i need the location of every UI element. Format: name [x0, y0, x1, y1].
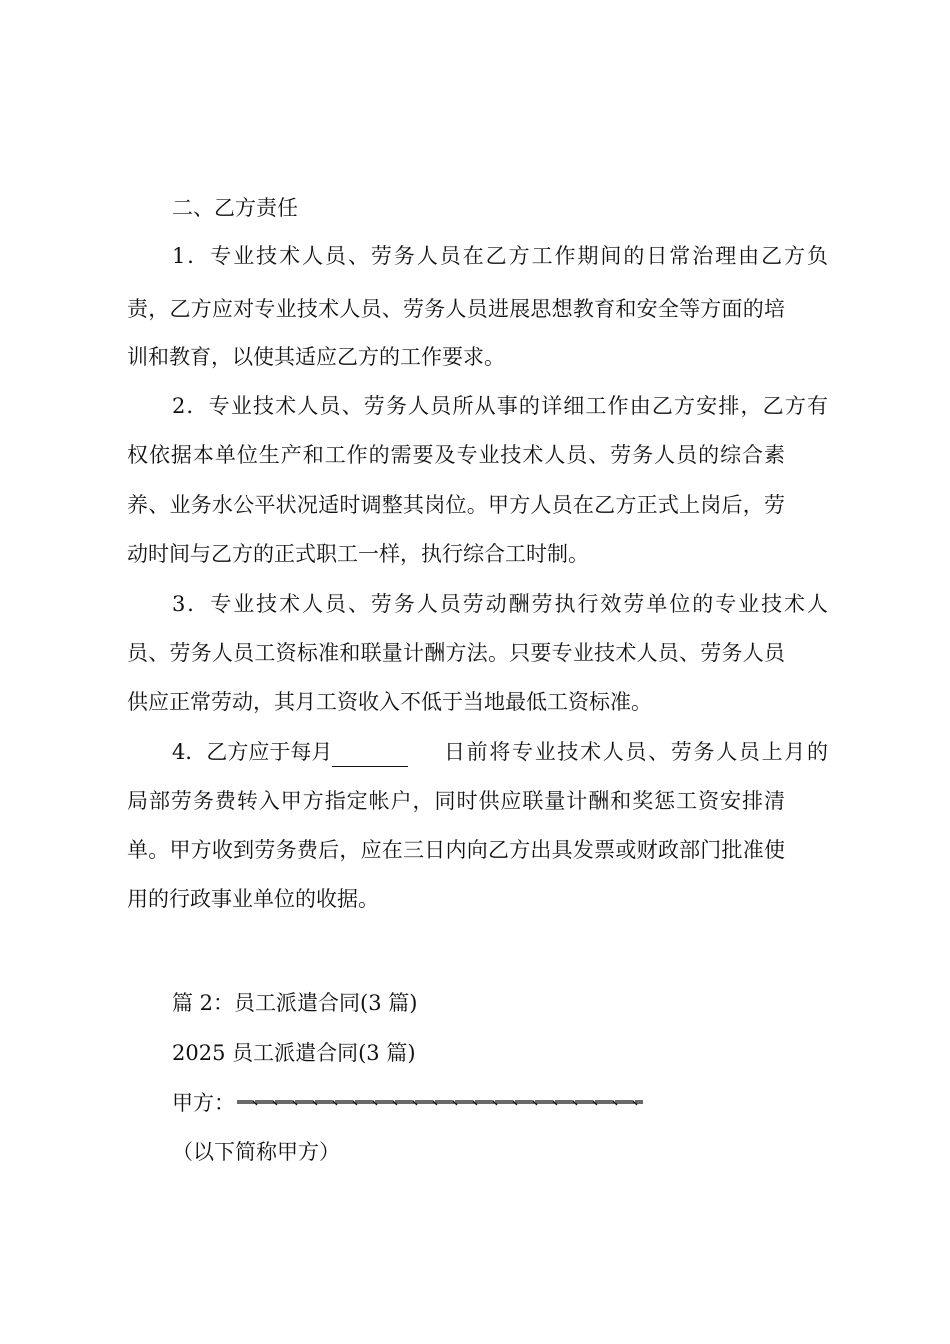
section-heading: 二、乙方责任	[172, 196, 298, 220]
chapter-heading: 篇 2：员工派遣合同(3 篇)	[172, 991, 418, 1015]
party-a-note: （以下简称甲方）	[172, 1140, 340, 1164]
item2-line2: 权依据本单位生产和工作的需要及专业技术人员、劳务人员的综合素	[127, 443, 785, 467]
item3-line1: 3．专业技术人员、劳务人员劳动酬劳执行效劳单位的专业技术人	[172, 592, 828, 616]
item4-line3: 单。甲方收到劳务费后，应在三日内向乙方出具发票或财政部门批准使	[127, 838, 785, 862]
item3-line3: 供应正常劳动，其月工资收入不低于当地最低工资标准。	[127, 690, 652, 714]
party-a-label: 甲方：	[172, 1091, 235, 1115]
date-blank-field[interactable]	[332, 746, 408, 767]
item4-line1-prefix: 4．乙方应于每月	[172, 740, 333, 764]
item4-line1-suffix: 日前将专业技术人员、劳务人员上月的	[444, 740, 828, 764]
item2-line1: 2．专业技术人员、劳务人员所从事的详细工作由乙方安排，乙方有	[172, 394, 828, 418]
item2-line3: 养、业务水公平状况适时调整其岗位。甲方人员在乙方正式上岗后，劳	[127, 493, 785, 517]
item4-line1	[172, 737, 828, 767]
contract-title: 2025 员工派遣合同(3 篇)	[172, 1041, 416, 1065]
item4-line2: 局部劳务费转入甲方指定帐户，同时供应联量计酬和奖惩工资安排清	[127, 789, 785, 813]
item3-line2: 员、劳务人员工资标准和联量计酬方法。只要专业技术人员、劳务人员	[127, 641, 785, 665]
item2-line4: 动时间与乙方的正式职工一样，执行综合工时制。	[127, 542, 589, 566]
party-a-line	[172, 1088, 645, 1118]
party-a-blank-field[interactable]	[235, 1096, 645, 1110]
item1-line2: 责，乙方应对专业技术人员、劳务人员进展思想教育和安全等方面的培	[127, 297, 785, 321]
item1-line3: 训和教育，以使其适应乙方的工作要求。	[127, 345, 505, 369]
item4-line4: 用的行政事业单位的收据。	[127, 887, 379, 911]
item1-line1: 1．专业技术人员、劳务人员在乙方工作期间的日常治理由乙方负	[172, 244, 828, 268]
